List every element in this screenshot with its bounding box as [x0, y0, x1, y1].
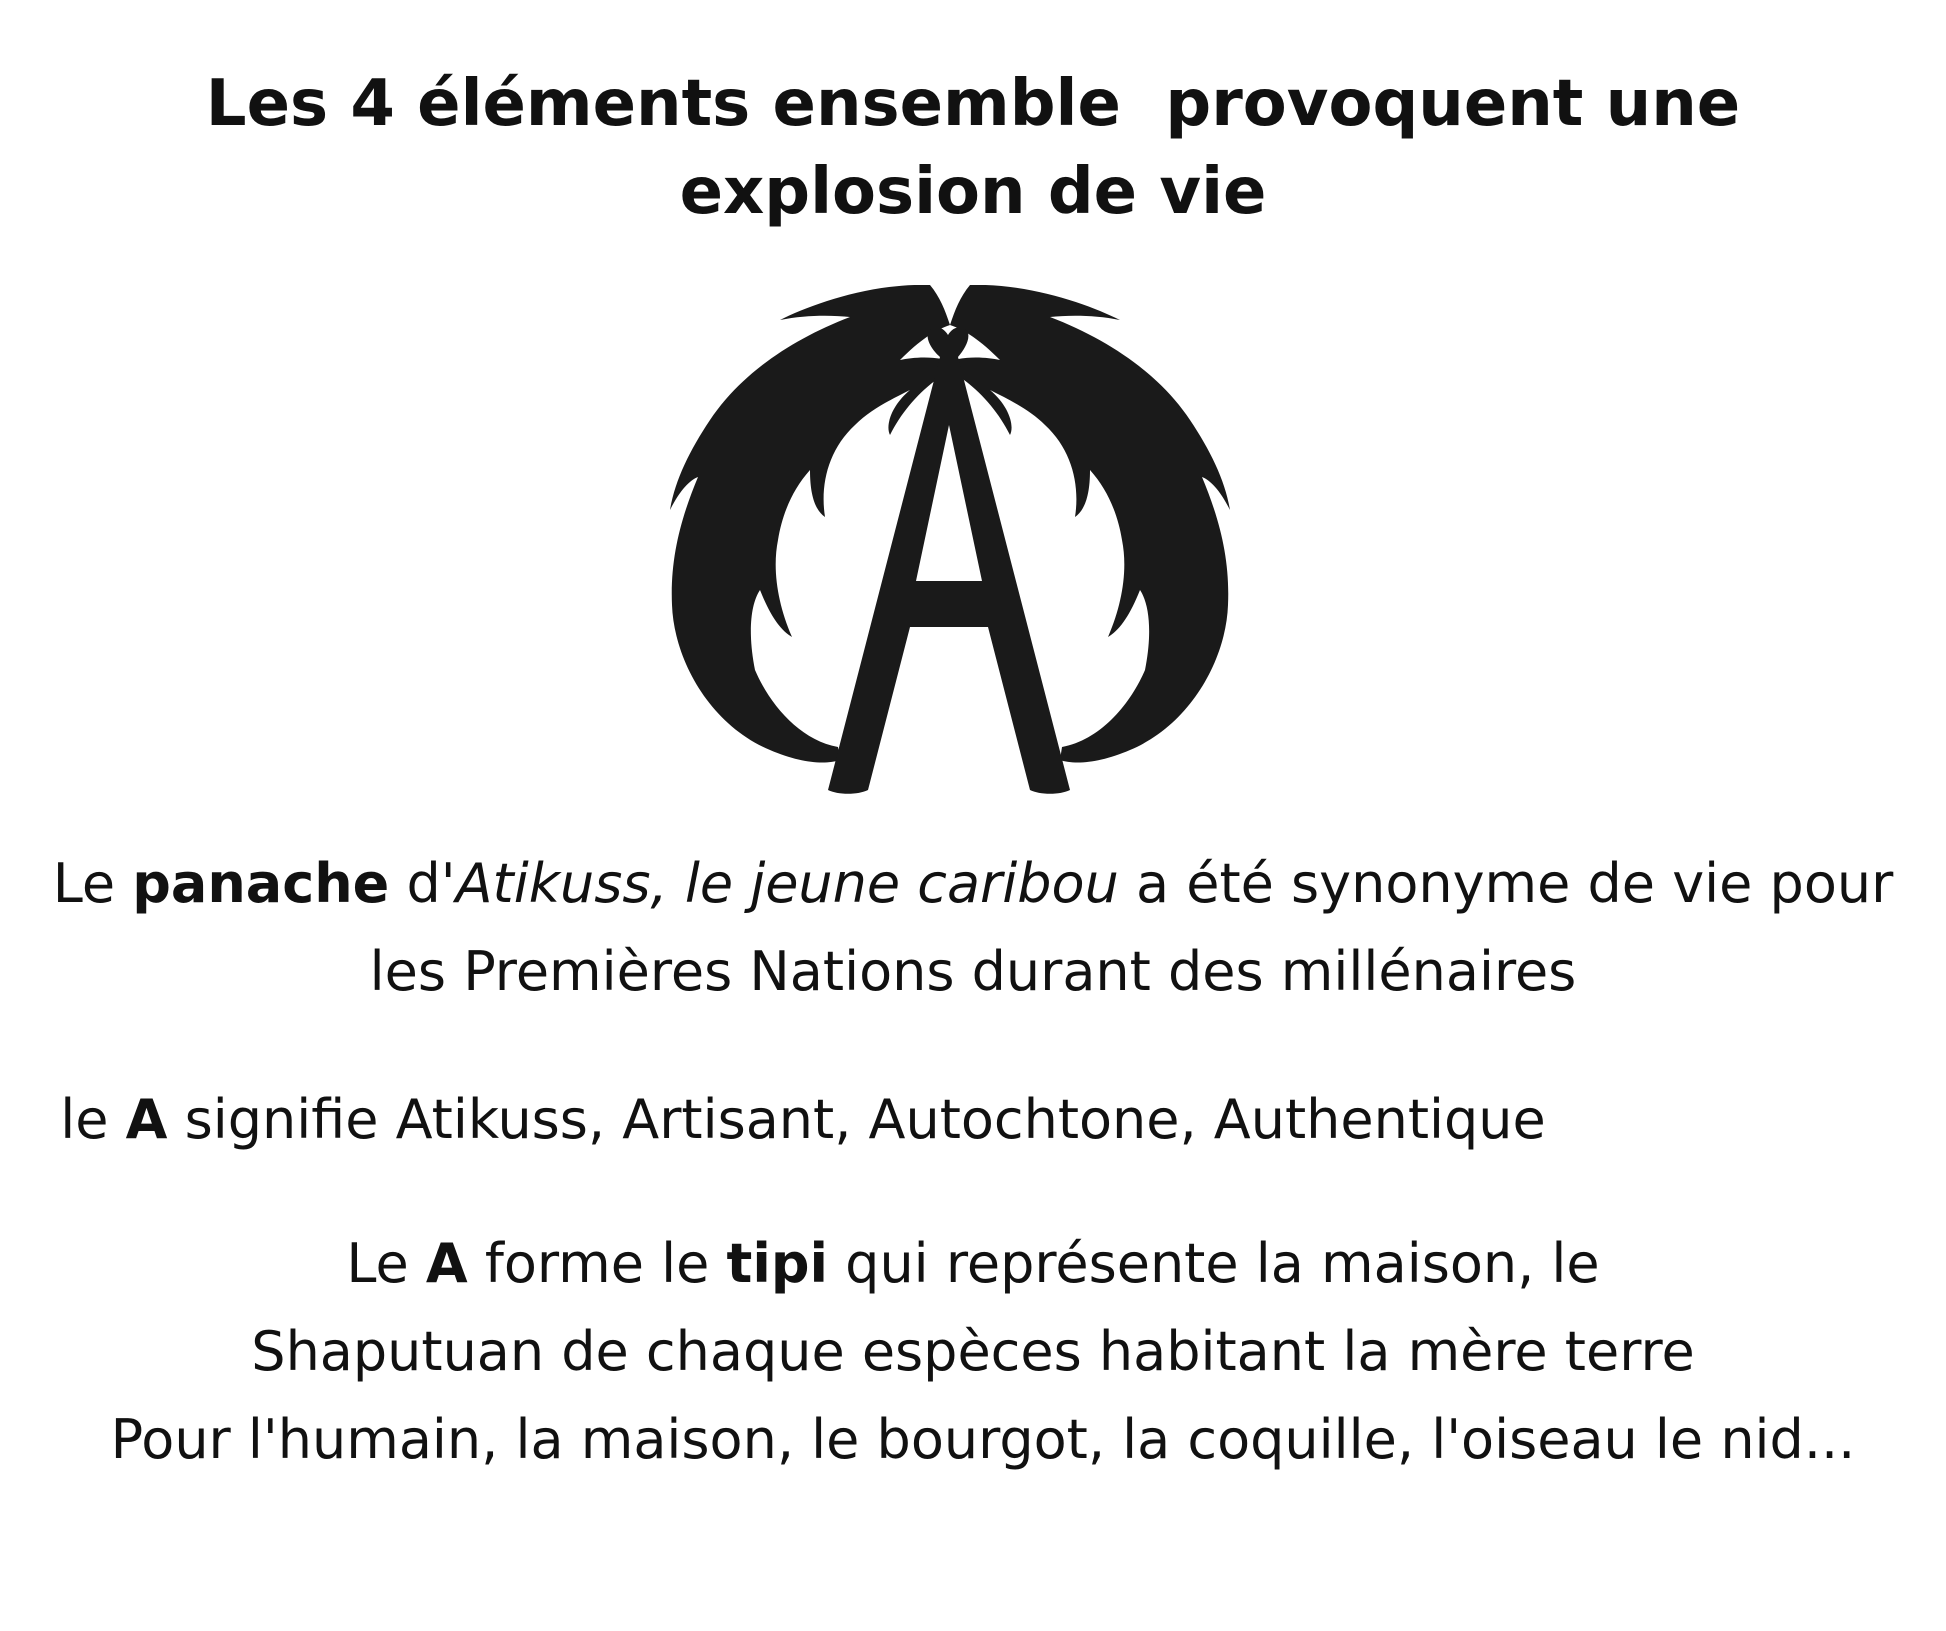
bold-tipi: tipi — [726, 1232, 829, 1295]
title-line-2: explosion de vie — [679, 155, 1267, 229]
paragraph-a-signifie — [0, 1080, 1776, 1160]
bold-a: A — [125, 1088, 168, 1151]
text-line: Shaputuan de chaque espèces habitant la mère terre — [251, 1320, 1695, 1383]
text-line: les Premières Nations durant des millénaires — [369, 940, 1577, 1003]
text-span: signifie Atikuss, Artisant, Autochtone, Authentique — [167, 1088, 1546, 1151]
antler-a-logo — [670, 285, 1230, 795]
text-span: le — [60, 1088, 126, 1151]
text-span: a été synonyme de vie pour — [1118, 852, 1894, 915]
text-span: forme le — [467, 1232, 727, 1295]
page-title — [0, 60, 1946, 236]
title-line-1: Les 4 éléments ensemble provoquent une — [205, 67, 1741, 141]
text-line: Pour l'humain, la maison, le bourgot, la coquille, l'oiseau le nid... — [110, 1408, 1856, 1471]
text-span: qui représente la maison, le — [828, 1232, 1600, 1295]
bold-panache: panache — [132, 852, 390, 915]
text-span: d' — [389, 852, 456, 915]
bold-a: A — [425, 1232, 468, 1295]
italic-atikuss: Atikuss, le jeune caribou — [455, 852, 1119, 915]
text-span: Le — [346, 1232, 426, 1295]
text-span: Le — [52, 852, 133, 915]
paragraph-panache — [0, 840, 1946, 1016]
paragraph-tipi — [0, 1220, 1946, 1484]
